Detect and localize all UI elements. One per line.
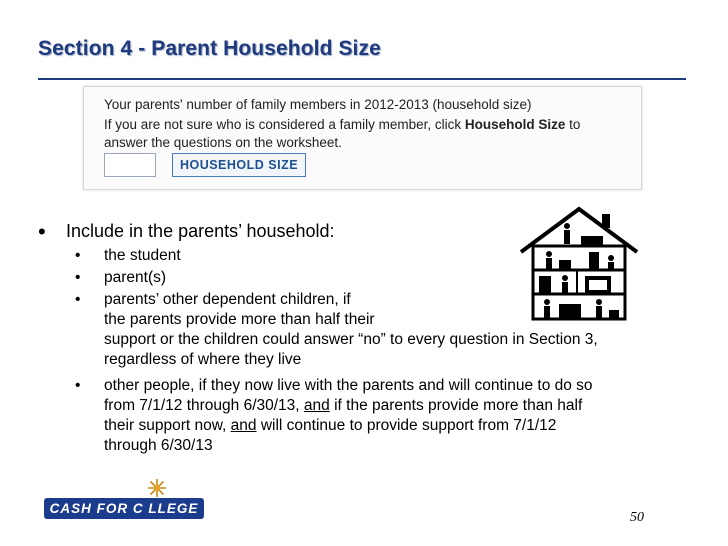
screenshot-help-line	[104, 117, 580, 132]
text-run: will continue to provide support from 7/1/12	[256, 417, 557, 434]
starburst-icon	[147, 478, 167, 498]
text-line: support or the children could answer “no” to every question in Section 3,	[104, 331, 598, 348]
underlined-and: and	[303, 397, 330, 414]
text-run: from 7/1/12 through 6/30/13,	[104, 397, 304, 414]
household-size-button[interactable]: HOUSEHOLD SIZE	[172, 153, 306, 177]
text-line: parents’ other dependent children, if	[104, 291, 351, 308]
text-line	[104, 396, 593, 416]
screenshot-question-line: Your parents' number of family members in 2012-2013 (household size)	[104, 97, 532, 112]
text-run: their support now,	[104, 417, 231, 434]
page-number: 50	[630, 510, 644, 525]
main-bullet-text: Include in the parents’ household:	[66, 221, 335, 241]
help-text-end: to	[565, 117, 581, 132]
list-item-text: the student	[104, 247, 181, 264]
list-item-text	[104, 376, 593, 456]
bullet-dot: •	[75, 377, 81, 394]
logo-wordmark: CASH FOR C LLEGE	[44, 498, 204, 519]
title-divider	[38, 78, 686, 80]
cash-for-college-logo	[44, 478, 204, 520]
text-line	[104, 416, 593, 436]
text-line: other people, if they now live with the parents and will continue to do so	[104, 377, 593, 394]
list-item-text: parent(s)	[104, 269, 167, 286]
bullet-dot: •	[38, 219, 46, 244]
family-house-icon	[519, 206, 639, 321]
slide-title: Section 4 - Parent Household Size	[38, 37, 381, 60]
household-size-screenshot	[83, 86, 642, 190]
text-line: through 6/30/13	[104, 437, 213, 454]
help-text-start: If you are not sure who is considered a family member, click	[104, 117, 465, 132]
screenshot-worksheet-line: answer the questions on the worksheet.	[104, 135, 342, 150]
household-size-input[interactable]	[104, 153, 156, 177]
text-line: regardless of where they live	[104, 351, 302, 368]
text-run: if the parents provide more than half	[329, 397, 583, 414]
bullet-dot: •	[75, 247, 81, 264]
underlined-and: and	[230, 417, 257, 434]
bullet-dot: •	[75, 269, 81, 286]
bullet-dot: •	[75, 291, 81, 308]
help-text-bold: Household Size	[464, 117, 566, 132]
text-line: the parents provide more than half their	[104, 311, 375, 328]
